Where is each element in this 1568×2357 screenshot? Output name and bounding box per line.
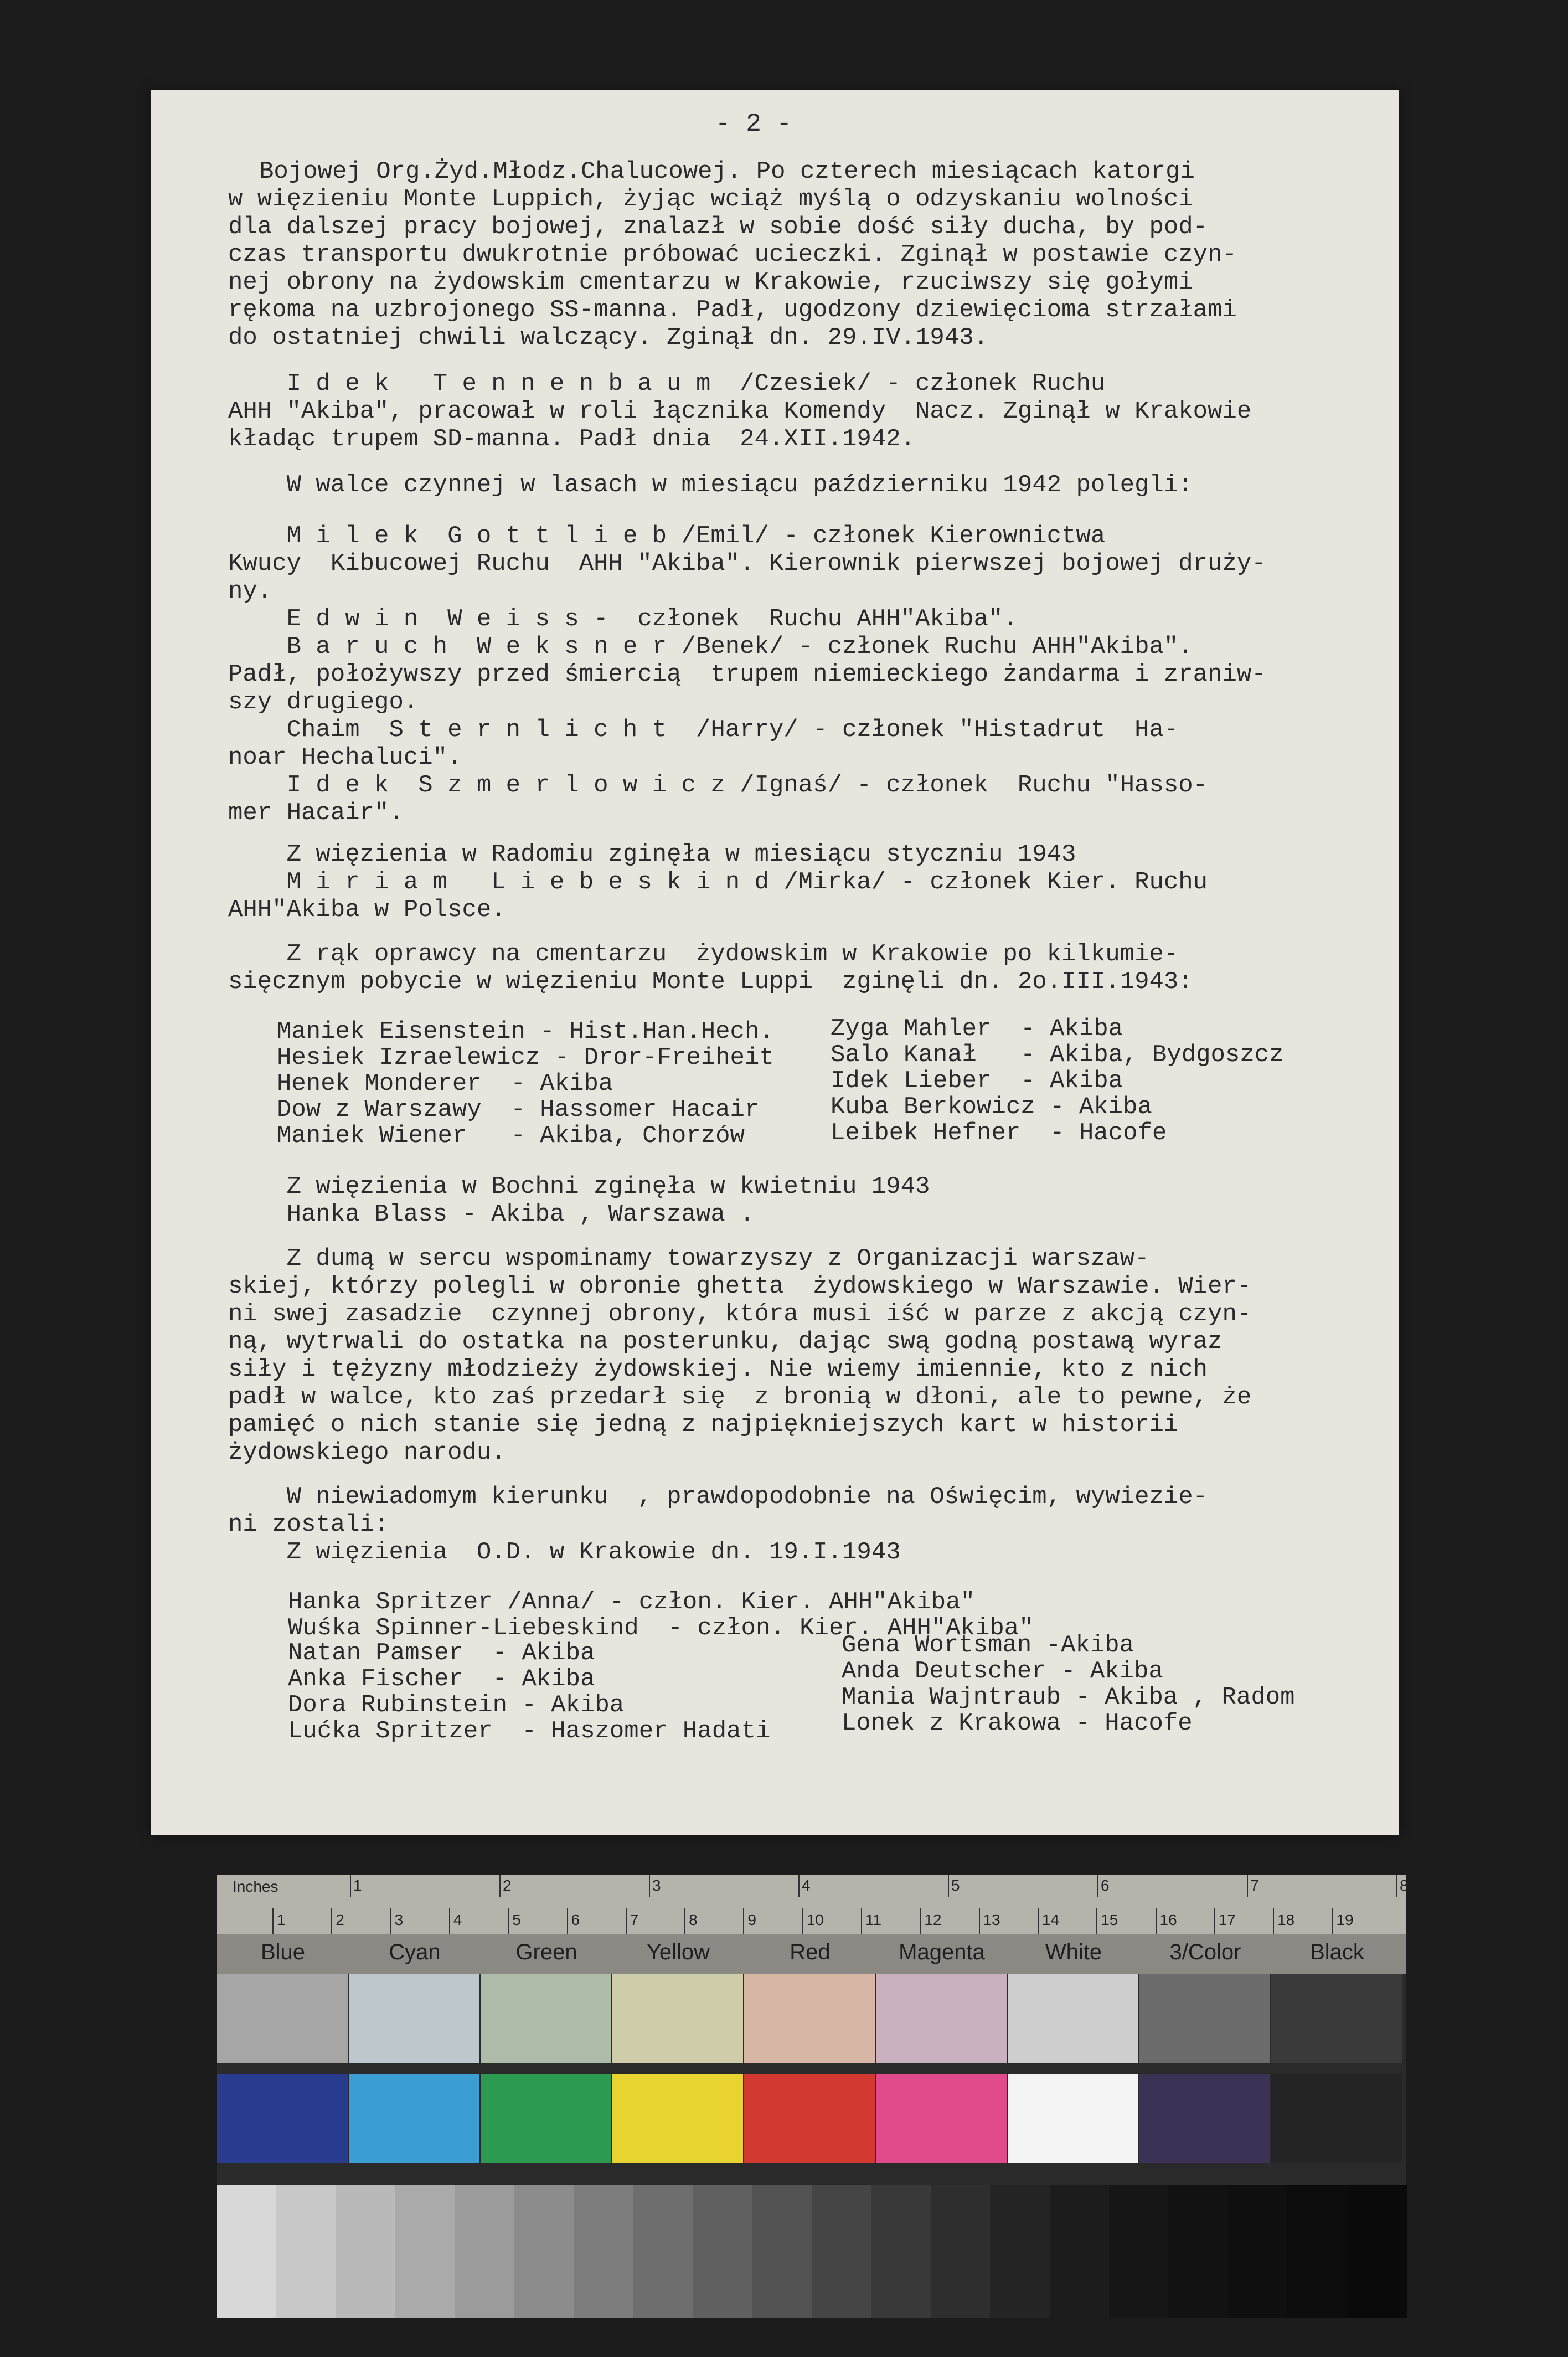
text-line: padł w walce, kto zaś przedarł się z bronią w dłoni, ale to pewne, że: [228, 1383, 1252, 1411]
cm-tick: [567, 1908, 568, 1934]
color-calibration-target: [217, 1875, 1409, 2318]
cemetery-list-left: [277, 1019, 774, 1149]
text-line: I d e k S z m e r l o w i c z /Ignaś/ - członek Ruchu "Hasso-: [228, 771, 1208, 799]
color-patch: [349, 1974, 479, 2063]
cm-tick: [979, 1908, 980, 1934]
text-line: I d e k T e n n e n b a u m /Czesiek/ - członek Ruchu: [228, 370, 1106, 398]
cm-label: 17: [1218, 1911, 1236, 1928]
text-line: Hanka Blass - Akiba , Warszawa .: [228, 1201, 755, 1228]
cm-label: 18: [1277, 1911, 1295, 1928]
top-patch-row: [217, 1974, 1406, 2063]
text-line: kładąc trupem SD-manna. Padł dnia 24.XII.1942.: [228, 425, 916, 453]
ruler-label: Inches: [233, 1878, 278, 1895]
gray-patch: [871, 2185, 931, 2318]
cemetery-list-right: [831, 1016, 1284, 1146]
cm-tick: [1214, 1908, 1215, 1934]
gray-patch: [1347, 2185, 1407, 2318]
list-item: Anda Deutscher - Akiba: [842, 1658, 1163, 1685]
cm-tick: [449, 1908, 450, 1934]
color-patch: [349, 2074, 479, 2163]
text-line: Z dumą w sercu wspominamy towarzyszy z Organizacji warszaw-: [228, 1245, 1149, 1273]
ruler: [217, 1875, 1409, 1934]
cm-label: 2: [336, 1911, 344, 1928]
text-line: W walce czynnej w lasach w miesiącu październiku 1942 polegli:: [228, 471, 1193, 499]
patch-name: Yellow: [646, 1940, 710, 1964]
list-item: Natan Pamser - Akiba: [288, 1639, 595, 1667]
text-line: Chaim S t e r n l i c h t /Harry/ - członek "Histadrut Ha-: [228, 716, 1179, 744]
list-item: Lućka Spritzer - Haszomer Hadati: [288, 1717, 771, 1745]
list-item: Idek Lieber - Akiba: [831, 1067, 1123, 1095]
cm-tick: [508, 1908, 509, 1934]
cm-tick: [1156, 1908, 1157, 1934]
cm-tick: [626, 1908, 627, 1934]
page-number: - 2 -: [715, 110, 792, 138]
text-line: pamięć o nich stanie się jedną z najpiękniejszych kart w historii: [228, 1411, 1179, 1439]
text-line: B a r u c h W e k s n e r /Benek/ - członek Ruchu AHH"Akiba".: [228, 633, 1193, 661]
color-patch: [1139, 2074, 1270, 2163]
cm-label: 7: [630, 1911, 639, 1928]
deported-list-right: [842, 1633, 1295, 1737]
color-patch: [217, 1974, 348, 2063]
text-line: W niewiadomym kierunku , prawdopodobnie na Oświęcim, wywiezie-: [228, 1483, 1208, 1511]
inch-label: 6: [1101, 1877, 1110, 1894]
cm-tick: [802, 1908, 803, 1934]
gray-patch: [395, 2185, 455, 2318]
list-item: Mania Wajntraub - Akiba , Radom: [842, 1684, 1295, 1711]
gray-patch: [276, 2185, 336, 2318]
patch-name: Cyan: [389, 1940, 441, 1964]
cm-tick: [861, 1908, 862, 1934]
inch-label: 8: [1400, 1877, 1409, 1894]
cm-label: 15: [1101, 1911, 1118, 1928]
cm-tick: [331, 1908, 332, 1934]
text-line: Z rąk oprawcy na cmentarzu żydowskim w Krakowie po kilkumie-: [228, 940, 1179, 968]
gray-patch: [514, 2185, 574, 2318]
cm-label: 10: [806, 1911, 824, 1928]
gray-scale: [217, 2185, 1406, 2318]
text-line: M i l e k G o t t l i e b /Emil/ - członek Kierownictwa: [228, 522, 1106, 550]
color-patch: [1139, 1974, 1270, 2063]
cm-label: 14: [1041, 1911, 1060, 1928]
cm-label: 16: [1159, 1911, 1177, 1928]
document-page: [151, 90, 1399, 1835]
text-line: czas transportu dwukrotnie próbować ucieczki. Zginął w postawie czyn-: [228, 241, 1237, 269]
color-patch: [1271, 1974, 1402, 2063]
color-patch: [876, 2074, 1007, 2163]
gray-patch: [1287, 2185, 1347, 2318]
color-patch: [217, 2074, 348, 2163]
cm-tick: [1273, 1908, 1274, 1934]
text-line: ną, wytrwali do ostatka na posterunku, dając swą godną postawą wyraz: [228, 1328, 1223, 1356]
cm-label: 3: [394, 1911, 404, 1928]
gray-patch: [990, 2185, 1050, 2318]
text-line: siły i tężyzny młodzieży żydowskiej. Nie wiemy imiennie, kto z nich: [228, 1356, 1208, 1383]
cm-tick: [1332, 1908, 1333, 1934]
text-line: nej obrony na żydowskim cmentarzu w Krakowie, rzuciwszy się gołymi: [228, 269, 1193, 296]
patch-name: 3/Color: [1169, 1940, 1241, 1964]
color-patch: [744, 1974, 875, 2063]
color-patch: [481, 2074, 611, 2163]
cm-label: 13: [983, 1911, 1000, 1928]
cm-tick: [684, 1908, 685, 1934]
gray-patch: [1109, 2185, 1169, 2318]
text-line: Kwucy Kibucowej Ruchu AHH "Akiba". Kierownik pierwszej bojowej druży-: [228, 550, 1266, 578]
inch-label: 3: [652, 1877, 661, 1894]
color-patch: [1008, 2074, 1138, 2163]
cm-tick: [272, 1908, 274, 1934]
gray-patch: [336, 2185, 396, 2318]
cm-tick: [920, 1908, 921, 1934]
list-item: Salo Kanał - Akiba, Bydgoszcz: [831, 1041, 1284, 1069]
text-line: szy drugiego.: [228, 688, 419, 716]
text-line: sięcznym pobycie w więzieniu Monte Luppi zginęli dn. 2o.III.1943:: [228, 968, 1193, 996]
list-item: Anka Fischer - Akiba: [288, 1665, 595, 1693]
cm-label: 9: [747, 1911, 756, 1928]
color-patch: [744, 2074, 875, 2163]
color-patch: [612, 1974, 743, 2063]
gray-patch: [574, 2185, 633, 2318]
cm-label: 1: [277, 1911, 286, 1928]
list-item: Maniek Eisenstein - Hist.Han.Hech.: [277, 1018, 774, 1046]
inch-label: 5: [951, 1877, 960, 1894]
text-line: ny.: [228, 578, 272, 605]
inch-label: 7: [1250, 1877, 1259, 1894]
cm-label: 5: [512, 1911, 521, 1928]
patch-name: White: [1045, 1940, 1102, 1964]
text-line: żydowskiego narodu.: [228, 1439, 506, 1466]
bottom-patch-row: [217, 2074, 1406, 2163]
gray-patch: [1228, 2185, 1288, 2318]
text-line: AHH "Akiba", pracował w roli łącznika Komendy Nacz. Zginął w Krakowie: [228, 398, 1252, 425]
text-line: do ostatniej chwili walczący. Zginął dn. 29.IV.1943.: [228, 324, 989, 352]
gray-patch: [633, 2185, 693, 2318]
gray-patch: [217, 2185, 277, 2318]
text-line: skiej, którzy polegli w obronie ghetta żydowskiego w Warszawie. Wier-: [228, 1273, 1252, 1300]
gray-patch: [455, 2185, 515, 2318]
inch-tick: [948, 1875, 949, 1897]
text-line: Z więzienia w Bochni zginęła w kwietniu 1943: [228, 1173, 930, 1201]
list-item: Zyga Mahler - Akiba: [831, 1015, 1123, 1043]
inch-tick: [350, 1875, 351, 1897]
gray-patch: [693, 2185, 752, 2318]
gray-patch: [752, 2185, 812, 2318]
text-line: dla dalszej pracy bojowej, znalazł w sobie dość siły ducha, by pod-: [228, 213, 1208, 241]
cm-label: 12: [924, 1911, 942, 1928]
inch-tick: [649, 1875, 650, 1897]
patch-name: Blue: [260, 1940, 306, 1964]
text-line: w więzieniu Monte Luppich, żyjąc wciąż myślą o odzyskaniu wolności: [228, 186, 1193, 213]
inch-tick: [1396, 1875, 1397, 1897]
patch-names: [217, 1934, 1406, 1974]
deported-list-left: [288, 1640, 770, 1744]
text-line: noar Hechaluci".: [228, 744, 462, 771]
text-line: Z więzienia O.D. w Krakowie dn. 19.I.1943: [228, 1538, 901, 1566]
cm-tick: [1096, 1908, 1097, 1934]
text-line: Hanka Spritzer /Anna/ - człon. Kier. AHH"Akiba": [288, 1588, 976, 1616]
list-item: Gena Wortsman -Akiba: [842, 1632, 1134, 1659]
cm-label: 11: [865, 1911, 882, 1928]
color-patch: [1008, 1974, 1138, 2063]
inch-tick: [798, 1875, 800, 1897]
cm-label: 4: [453, 1911, 462, 1928]
patch-name: Green: [515, 1940, 577, 1964]
text-line: Wuśka Spinner-Liebeskind - człon. Kier. AHH"Akiba": [288, 1614, 1034, 1642]
text-line: Bojowej Org.Żyd.Młodz.Chalucowej. Po czterech miesiącach katorgi: [259, 158, 1195, 186]
text-line: Z więzienia w Radomiu zginęła w miesiącu styczniu 1943: [228, 841, 1076, 868]
gray-patch: [812, 2185, 871, 2318]
text-line: mer Hacair".: [228, 799, 404, 827]
patch-name: Black: [1310, 1940, 1364, 1964]
list-item: Henek Monderer - Akiba: [277, 1070, 613, 1098]
gray-patch: [931, 2185, 991, 2318]
color-patch: [612, 2074, 743, 2163]
list-item: Dow z Warszawy - Hassomer Hacair: [277, 1096, 760, 1124]
text-line: E d w i n W e i s s - członek Ruchu AHH"Akiba".: [228, 605, 1018, 633]
inch-label: 1: [353, 1877, 362, 1894]
gray-patch: [1168, 2185, 1228, 2318]
text-line: M i r i a m L i e b e s k i n d /Mirka/ - członek Kier. Ruchu: [228, 868, 1208, 896]
gray-patch: [1050, 2185, 1110, 2318]
inch-tick: [1097, 1875, 1098, 1897]
list-item: Dora Rubinstein - Akiba: [288, 1691, 625, 1719]
cm-label: 6: [571, 1911, 580, 1928]
list-item: Maniek Wiener - Akiba, Chorzów: [277, 1122, 745, 1150]
color-patch: [1271, 2074, 1402, 2163]
color-patch: [481, 1974, 611, 2063]
text-line: ni swej zasadzie czynnej obrony, która musi iść w parze z akcją czyn-: [228, 1300, 1252, 1328]
list-item: Kuba Berkowicz - Akiba: [831, 1093, 1152, 1121]
cm-label: 8: [689, 1911, 698, 1928]
typewritten-text: [151, 90, 1399, 1835]
cm-tick: [1038, 1908, 1039, 1934]
list-item: Lonek z Krakowa - Hacofe: [842, 1710, 1193, 1737]
text-line: rękoma na uzbrojonego SS-manna. Padł, ugodzony dziewięcioma strzałami: [228, 296, 1237, 324]
text-line: AHH"Akiba w Polsce.: [228, 896, 506, 924]
patch-name: Red: [790, 1940, 831, 1964]
cm-label: 19: [1336, 1911, 1354, 1928]
list-item: Leibek Hefner - Hacofe: [831, 1119, 1167, 1147]
cm-tick: [743, 1908, 744, 1934]
cm-tick: [390, 1908, 391, 1934]
text-line: ni zostali:: [228, 1511, 389, 1538]
text-line: Padł, położywszy przed śmiercią trupem niemieckiego żandarma i zraniw-: [228, 661, 1266, 688]
inch-tick: [1247, 1875, 1248, 1897]
color-patch: [876, 1974, 1007, 2063]
inch-label: 2: [503, 1877, 512, 1894]
inch-label: 4: [802, 1877, 811, 1894]
list-item: Hesiek Izraelewicz - Dror-Freiheit: [277, 1044, 774, 1072]
patch-name: Magenta: [899, 1940, 985, 1964]
inch-tick: [499, 1875, 501, 1897]
